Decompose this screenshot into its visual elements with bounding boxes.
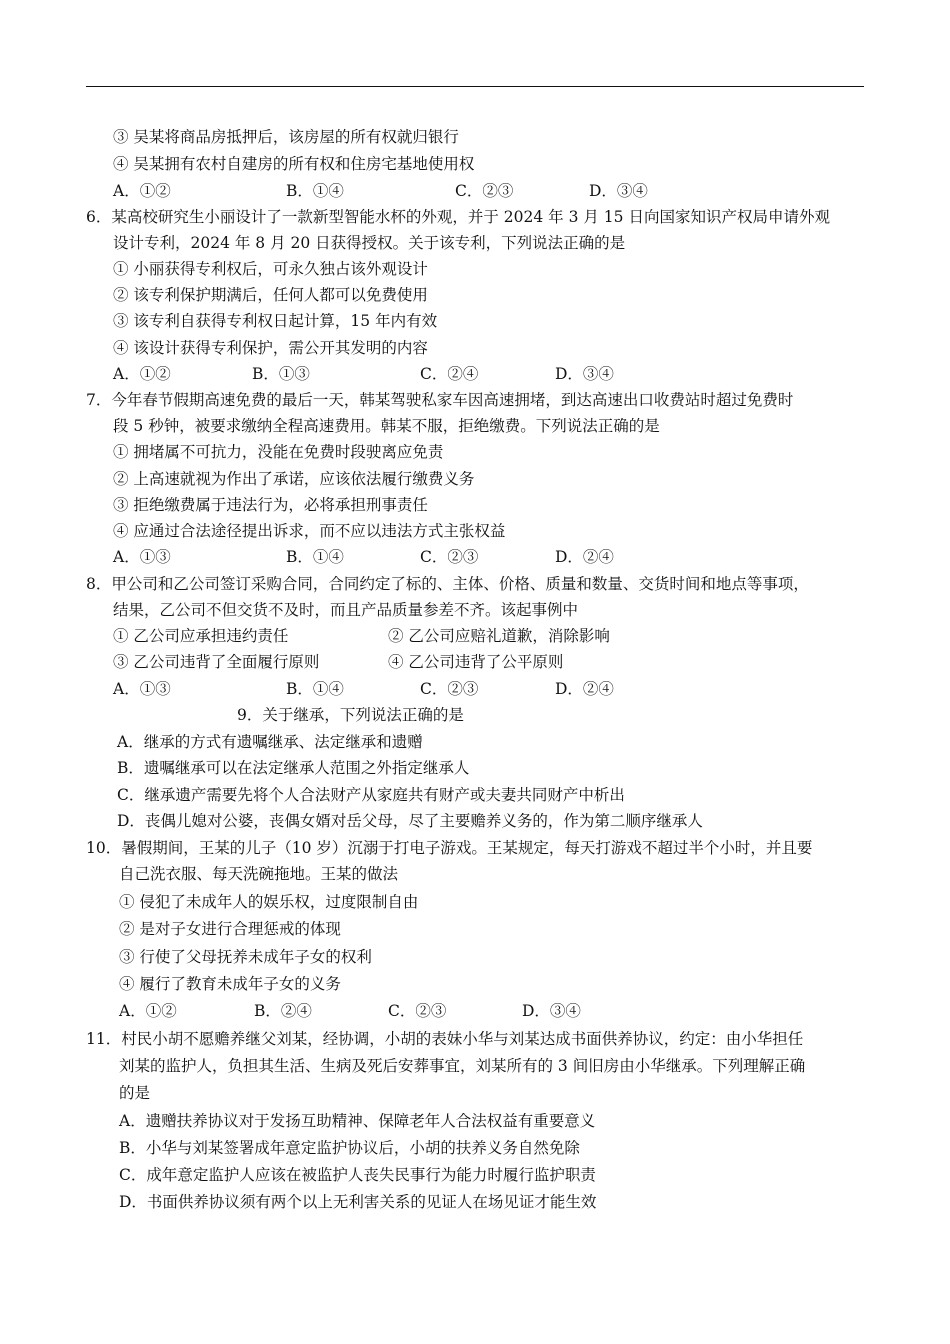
q10-stem-line-1: 10．暑假期间，王某的儿子（10 岁）沉溺于打电子游戏。王某规定，每天打游戏不超过半个小时，并且要	[86, 839, 813, 857]
q9-option-c: C．继承遗产需要先将个人合法财产从家庭共有财产或夫妻共同财产中析出	[117, 786, 625, 804]
q7-statement-1: ① 拥堵属不可抗力，没能在免费时段驶离应免责	[113, 443, 444, 461]
q7-option-c: C．②③	[420, 548, 479, 566]
q6-option-a: A．①②	[113, 365, 171, 383]
q9-option-d: D．丧偶儿媳对公婆，丧偶女婿对岳父母，尽了主要赡养义务的，作为第二顺序继承人	[117, 812, 703, 830]
q10-option-b: B．②④	[254, 1002, 312, 1020]
q8-stem-line-2: 结果，乙公司不但交货不及时，而且产品质量参差不齐。该起事例中	[113, 601, 579, 619]
q9-option-b: B．遗嘱继承可以在法定继承人范围之外指定继承人	[117, 759, 470, 777]
q7-statement-3: ③ 拒绝缴费属于违法行为，必将承担刑事责任	[113, 496, 428, 514]
q8-stem-line-1: 8．甲公司和乙公司签订采购合同，合同约定了标的、主体、价格、质量和数量、交货时间和地点等事项，	[86, 575, 809, 593]
q8-statement-2: ② 乙公司应赔礼道歉，消除影响	[388, 627, 610, 645]
q10-option-a: A．①②	[119, 1002, 177, 1020]
q6-stem-line-2: 设计专利，2024 年 8 月 20 日获得授权。关于该专利，下列说法正确的是	[113, 234, 626, 252]
q10-option-c: C．②③	[388, 1002, 447, 1020]
q7-statement-2: ② 上高速就视为作出了承诺，应该依法履行缴费义务	[113, 470, 475, 488]
q8-statement-3: ③ 乙公司违背了全面履行原则	[113, 653, 320, 671]
q8-option-c: C．②③	[420, 680, 479, 698]
q7-option-a: A．①③	[113, 548, 171, 566]
q7-option-b: B．①④	[286, 548, 344, 566]
q11-option-c: C．成年意定监护人应该在被监护人丧失民事行为能力时履行监护职责	[119, 1166, 596, 1184]
q10-statement-1: ① 侵犯了未成年人的娱乐权，过度限制自由	[119, 893, 419, 911]
q6-statement-3: ③ 该专利自获得专利权日起计算，15 年内有效	[113, 312, 438, 330]
q10-statement-2: ② 是对子女进行合理惩戒的体现	[119, 920, 341, 938]
q5-option-b: B．①④	[286, 182, 344, 200]
q5-option-d: D．③④	[589, 182, 648, 200]
q8-statement-4: ④ 乙公司违背了公平原则	[388, 653, 564, 671]
q11-stem-line-1: 11．村民小胡不愿赡养继父刘某，经协调，小胡的表妹小华与刘某达成书面供养协议，约定：由小华担任	[86, 1030, 804, 1048]
q5-option-c: C．②③	[455, 182, 514, 200]
q8-option-d: D．②④	[555, 680, 614, 698]
q11-option-b: B．小华与刘某签署成年意定监护协议后，小胡的扶养义务自然免除	[119, 1139, 580, 1157]
q7-option-d: D．②④	[555, 548, 614, 566]
q7-stem-line-2: 段 5 秒钟，被要求缴纳全程高速费用。韩某不服，拒绝缴费。下列说法正确的是	[113, 417, 660, 435]
q5-statement-3: ③ 吴某将商品房抵押后，该房屋的所有权就归银行	[113, 128, 459, 146]
header-rule	[86, 86, 864, 87]
q6-option-b: B．①③	[252, 365, 310, 383]
q8-option-b: B．①④	[286, 680, 344, 698]
q6-statement-2: ② 该专利保护期满后，任何人都可以免费使用	[113, 286, 428, 304]
q6-option-c: C．②④	[420, 365, 479, 383]
q10-statement-3: ③ 行使了父母抚养未成年子女的权利	[119, 948, 372, 966]
q10-stem-line-2: 自己洗衣服、每天洗碗拖地。王某的做法	[119, 865, 399, 883]
q6-statement-1: ① 小丽获得专利权后，可永久独占该外观设计	[113, 260, 428, 278]
q6-stem-line-1: 6．某高校研究生小丽设计了一款新型智能水杯的外观，并于 2024 年 3 月 15 日向国家知识产权局申请外观	[86, 208, 830, 226]
q7-statement-4: ④ 应通过合法途径提出诉求，而不应以违法方式主张权益	[113, 522, 506, 540]
q10-option-d: D．③④	[522, 1002, 581, 1020]
q11-option-d: D．书面供养协议须有两个以上无利害关系的见证人在场见证才能生效	[119, 1193, 597, 1211]
q9-stem: 9．关于继承，下列说法正确的是	[237, 706, 464, 724]
q7-stem-line-1: 7．今年春节假期高速免费的最后一天，韩某驾驶私家车因高速拥堵，到达高速出口收费站时超过免费时	[86, 391, 794, 409]
q11-stem-line-2: 刘某的监护人，负担其生活、生病及死后安葬事宜，刘某所有的 3 间旧房由小华继承。下列理解正确	[119, 1057, 806, 1075]
q6-statement-4: ④ 该设计获得专利保护，需公开其发明的内容	[113, 339, 428, 357]
q11-stem-line-3: 的是	[119, 1084, 151, 1102]
q8-option-a: A．①③	[113, 680, 171, 698]
q9-option-a: A．继承的方式有遗嘱继承、法定继承和遗赠	[117, 733, 423, 751]
q8-statement-1: ① 乙公司应承担违约责任	[113, 627, 289, 645]
q10-statement-4: ④ 履行了教育未成年子女的义务	[119, 975, 341, 993]
q5-option-a: A．①②	[113, 182, 171, 200]
q11-option-a: A．遗赠扶养协议对于发扬互助精神、保障老年人合法权益有重要意义	[119, 1112, 596, 1130]
q5-statement-4: ④ 吴某拥有农村自建房的所有权和住房宅基地使用权	[113, 155, 475, 173]
q6-option-d: D．③④	[555, 365, 614, 383]
